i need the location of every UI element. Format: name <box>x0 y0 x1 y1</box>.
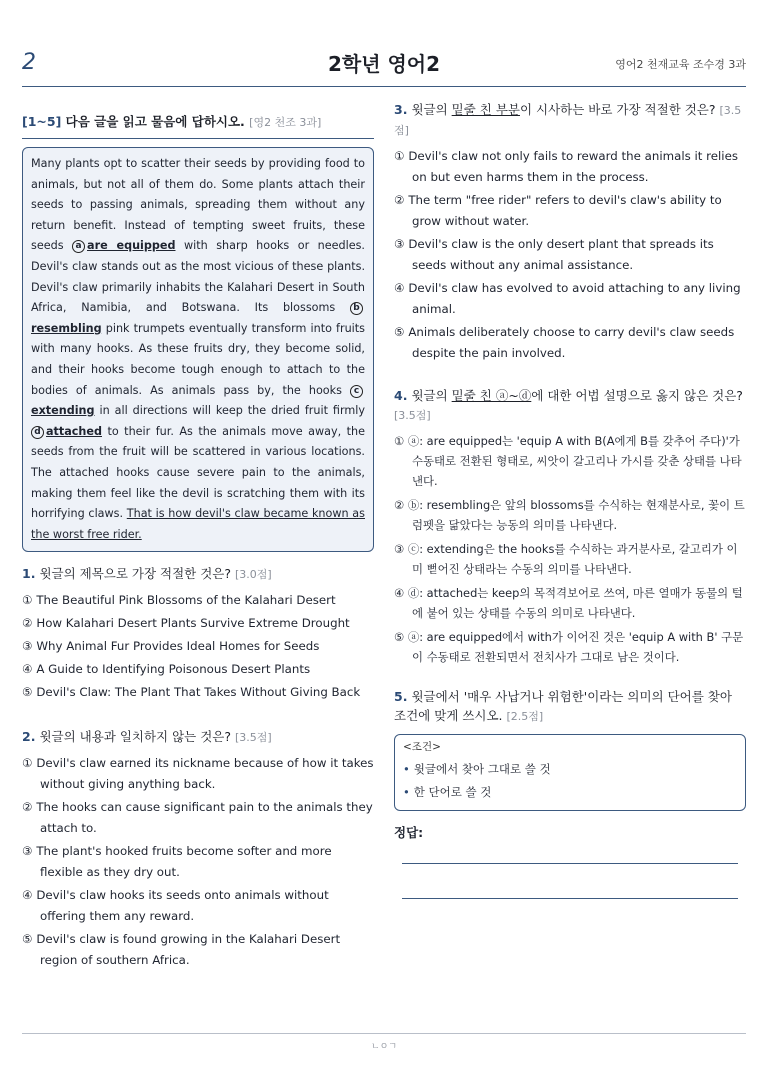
option[interactable]: ① Devil's claw not only fails to reward the animals it relies on but even harms them in the process. <box>394 149 738 184</box>
question-3 <box>394 100 746 364</box>
section-heading <box>22 104 374 139</box>
question-1-options <box>22 590 374 703</box>
question-4-underline: 밑줄 친 ⓐ~ⓓ <box>451 388 532 403</box>
underlined-a: are equipped <box>87 239 176 253</box>
question-2-score: [3.5점] <box>235 731 272 745</box>
right-column <box>394 100 746 899</box>
question-4-post: 에 대한 어법 설명으로 옳지 않은 것은? <box>531 388 743 403</box>
option[interactable]: ② The hooks can cause significant pain to the animals they attach to. <box>22 800 373 836</box>
mark-a: a <box>72 240 85 253</box>
question-3-post: 이 시사하는 바로 가장 적절한 것은? <box>519 102 716 117</box>
underlined-d: attached <box>46 424 102 438</box>
question-5-number: 5. <box>394 689 408 704</box>
option[interactable]: ② The term "free rider" refers to devil's claw's ability to grow without water. <box>394 193 722 228</box>
bullet-icon: • <box>403 785 410 799</box>
underlined-c: extending <box>31 404 95 418</box>
page-header <box>22 44 746 87</box>
mark-c: c <box>350 385 363 398</box>
option[interactable]: ⑤ Devil's claw is found growing in the Kalahari Desert region of southern Africa. <box>22 932 341 968</box>
option[interactable]: ⑤ Animals deliberately choose to carry devil's claw seeds despite the pain involved. <box>394 325 735 360</box>
reading-passage <box>22 147 374 552</box>
question-3-options <box>394 146 746 364</box>
question-1-number: 1. <box>22 566 36 582</box>
option[interactable]: ② How Kalahari Desert Plants Survive Extreme Drought <box>22 616 350 631</box>
question-4-number: 4. <box>394 388 408 403</box>
question-4 <box>394 386 746 667</box>
condition-text: 한 단어로 쓸 것 <box>413 785 492 799</box>
option[interactable]: ⑤ ⓐ: are equipped에서 with가 이어진 것은 'equip A with B' 구문이 수동태로 전환되면서 전치사가 그대로 남은 것이다. <box>394 630 744 664</box>
answer-line-1[interactable] <box>402 841 738 864</box>
question-3-underline: 밑줄 친 부분 <box>451 102 520 117</box>
option[interactable]: ③ ⓒ: extending은 the hooks를 수식하는 과거분사로, 갈고리가 이미 뻗어진 상태라는 수동의 의미를 나타낸다. <box>394 542 738 576</box>
option[interactable]: ④ ⓓ: attached는 keep의 목적격보어로 쓰여, 마른 열매가 동물의 털에 붙어 있는 상태를 수동의 의미로 나타낸다. <box>394 586 743 620</box>
underlined-b: resembling <box>31 321 102 335</box>
answer-label: 정답: <box>394 825 424 840</box>
question-5-score: [2.5점] <box>506 710 544 723</box>
option[interactable]: ③ Why Animal Fur Provides Ideal Homes for Seeds <box>22 639 320 654</box>
question-1-score: [3.0점] <box>235 568 272 582</box>
passage-text-4: in all directions will keep the dried fruit firmly <box>94 404 365 418</box>
question-1 <box>22 564 374 703</box>
page-number: 2 <box>22 50 36 75</box>
option[interactable]: ② ⓑ: resembling은 앞의 blossoms를 수식하는 현재분사로, 꽃이 트럼펫을 닮았다는 능동의 의미를 나타낸다. <box>394 498 745 532</box>
question-5-stem <box>394 687 746 726</box>
question-3-score: [3.5점] <box>394 104 742 137</box>
left-column <box>22 100 374 973</box>
bullet-icon: • <box>403 762 410 776</box>
footer-divider <box>22 1033 746 1034</box>
condition-text: 윗글에서 찾아 그대로 쓸 것 <box>413 762 551 776</box>
section-source: [영2 천조 3과] <box>249 116 322 129</box>
question-4-options <box>394 431 746 667</box>
option[interactable]: ① ⓐ: are equipped는 'equip A with B(A에게 B를 갖추어 주다)'가 수동태로 전환된 형태로, 씨앗이 갈고리나 가시를 갖춘 상태를 나타낸다. <box>394 434 742 488</box>
question-5 <box>394 687 746 899</box>
passage-text-1: Many plants opt to scatter their seeds by providing food to animals, but not all of them do. Some plants attach their seeds to passing animals, spreading them without any return benefit. Instead of tempting sweet fruits, these seeds <box>31 157 365 253</box>
option[interactable]: ① The Beautiful Pink Blossoms of the Kalahari Desert <box>22 593 336 608</box>
question-2-options <box>22 753 374 971</box>
condition-item <box>403 758 737 781</box>
option[interactable]: ⑤ Devil's Claw: The Plant That Takes Without Giving Back <box>22 685 361 700</box>
question-3-stem <box>394 100 746 140</box>
passage-text-5: to their fur. As the animals move away, the seeds from the fruit will be scattered in various locations. The attached hooks cause severe pain to the animals, making them feel like the devil is scratching them with its horrifying claws. <box>31 424 365 521</box>
underlined-sentence: That is how devil's claw became known as the worst free rider. <box>31 507 365 541</box>
question-2-stem <box>22 727 374 747</box>
question-3-number: 3. <box>394 102 408 117</box>
mark-b: b <box>350 302 363 315</box>
condition-item <box>403 781 737 804</box>
question-2 <box>22 727 374 971</box>
option[interactable]: ④ Devil's claw hooks its seeds onto animals without offering them any reward. <box>22 888 329 924</box>
section-range: [1~5] <box>22 114 62 129</box>
question-4-stem <box>394 386 746 425</box>
mark-d: d <box>31 426 44 439</box>
option[interactable]: ① Devil's claw earned its nickname because of how it takes without giving anything back. <box>22 756 374 792</box>
question-2-number: 2. <box>22 729 36 745</box>
option[interactable]: ④ Devil's claw has evolved to avoid attaching to any living animal. <box>394 281 741 316</box>
section-instruction: 다음 글을 읽고 물음에 답하시오. <box>65 114 245 129</box>
question-2-text: 윗글의 내용과 일치하지 않는 것은? <box>39 729 232 745</box>
option[interactable]: ④ A Guide to Identifying Poisonous Desert Plants <box>22 662 311 677</box>
question-4-score: [3.5점] <box>394 409 431 422</box>
answer-line-2[interactable] <box>402 876 738 899</box>
passage-text-2: with sharp hooks or needles. Devil's claw stands out as the most vicious of these plants. Devil's claw primarily inhabits the Kalahari Desert in South Africa, Namibia, and Botswana. Its blossoms <box>31 239 365 315</box>
question-5-text: 윗글에서 '매우 사납거나 위험한'이라는 의미의 단어를 찾아 조건에 맞게 쓰시오. <box>394 689 732 723</box>
question-4-pre: 윗글의 <box>411 388 452 403</box>
condition-box <box>394 734 746 811</box>
page-title: 2학년 영어2 <box>327 52 441 76</box>
condition-title: <조건> <box>403 741 441 753</box>
header-info: 영어2 천재교육 조수경 3과 <box>615 58 746 71</box>
question-1-stem <box>22 564 374 584</box>
passage-text-3: pink trumpets eventually transform into fruits with many hooks. As these fruits dry, they become solid, and their hooks become tough enough to attach to the bodies of animals. As animals pass by, the hooks <box>31 321 365 397</box>
question-3-pre: 윗글의 <box>411 102 452 117</box>
question-1-text: 윗글의 제목으로 가장 적절한 것은? <box>39 566 232 582</box>
footer-page: ㄴㅇㄱ <box>370 1042 398 1052</box>
option[interactable]: ③ The plant's hooked fruits become softer and more flexible as they dry out. <box>22 844 332 880</box>
option[interactable]: ③ Devil's claw is the only desert plant that spreads its seeds without any animal assistance. <box>394 237 714 272</box>
